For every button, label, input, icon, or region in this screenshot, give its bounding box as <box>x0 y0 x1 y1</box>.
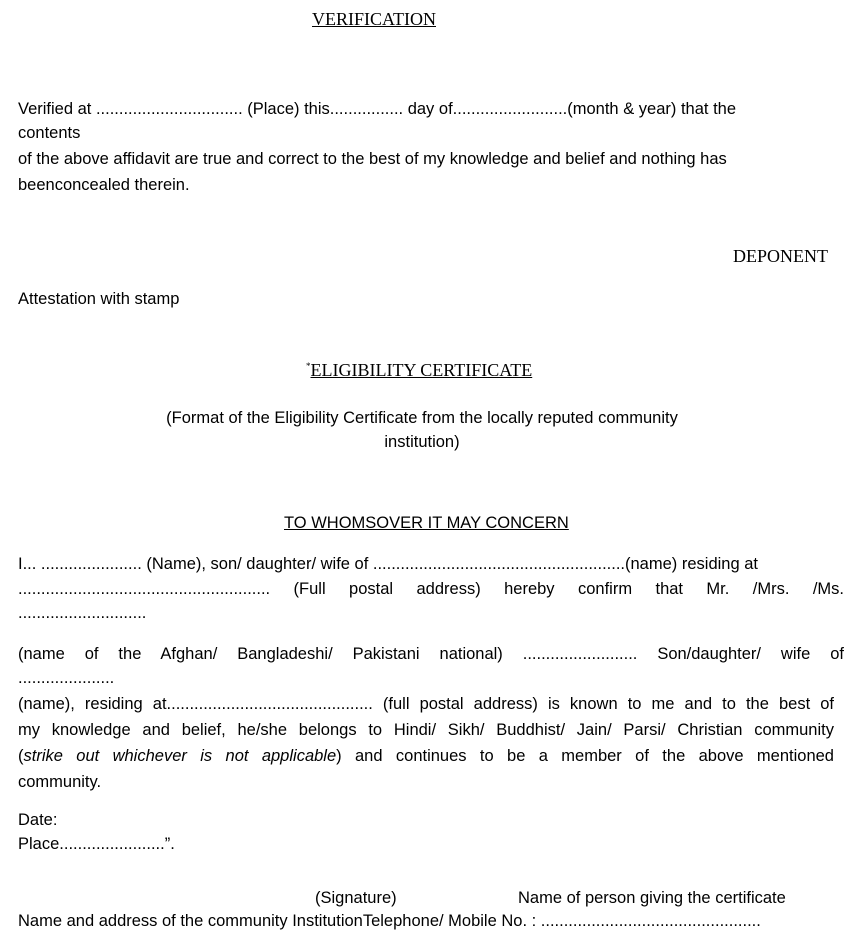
para3-line-3-rest: ) and continues to be a member of the above mentioned <box>336 747 834 765</box>
name-of-person-label: Name of person giving the certificate <box>518 889 786 907</box>
para1-line-1: I... ...................... (Name), son/ daughter/ wife of .......................................................(name) residing at <box>18 555 758 573</box>
strike-out-note: strike out whichever is not applicable <box>23 747 337 765</box>
signature-label: (Signature) <box>315 889 397 907</box>
para2-line-2: ..................... <box>18 669 115 687</box>
para1-line-3: ............................ <box>18 604 147 622</box>
date-label: Date: <box>18 811 58 829</box>
para3-line-3-open: ( <box>18 747 24 765</box>
para2-line-1: (name of the Afghan/ Bangladeshi/ Pakistani national) ......................... Son/daughter/ wife of <box>18 645 844 663</box>
para1-line-2: ....................................................... (Full postal address) hereby confirm that Mr. /Mrs. /Ms. <box>18 580 844 598</box>
verification-line-2: contents <box>18 124 81 142</box>
deponent-label: DEPONENT <box>733 246 828 266</box>
to-whom-heading: TO WHOMSOVER IT MAY CONCERN <box>284 514 569 532</box>
attestation-label: Attestation with stamp <box>18 290 180 308</box>
format-line-1: (Format of the Eligibility Certificate from the locally reputed community <box>166 409 678 427</box>
verification-line-1: Verified at ................................ (Place) this................ day of.........................(month & year) that the <box>18 100 736 118</box>
format-line-2: institution) <box>384 433 460 451</box>
verification-line-3: of the above affidavit are true and correct to the best of my knowledge and belief and nothing has <box>18 150 727 168</box>
para3-line-4: community. <box>18 773 102 791</box>
verification-line-4: beenconcealed therein. <box>18 176 190 194</box>
certificate-heading <box>306 360 532 382</box>
institution-line: Name and address of the community InstitutionTelephone/ Mobile No. : ................................................ <box>18 912 761 930</box>
para3-line-2: my knowledge and belief, he/she belongs to Hindi/ Sikh/ Buddhist/ Jain/ Parsi/ Christian community <box>18 721 834 739</box>
verification-heading: VERIFICATION <box>312 9 436 29</box>
certificate-heading-text: ELIGIBILITY CERTIFICATE <box>310 360 533 380</box>
para3-line-1: (name), residing at............................................. (full postal address) is known to me and to the best of <box>18 695 834 713</box>
footnote-marker: * <box>306 361 311 371</box>
place-label: Place.......................”. <box>18 835 175 853</box>
para3-line-3 <box>18 747 834 767</box>
